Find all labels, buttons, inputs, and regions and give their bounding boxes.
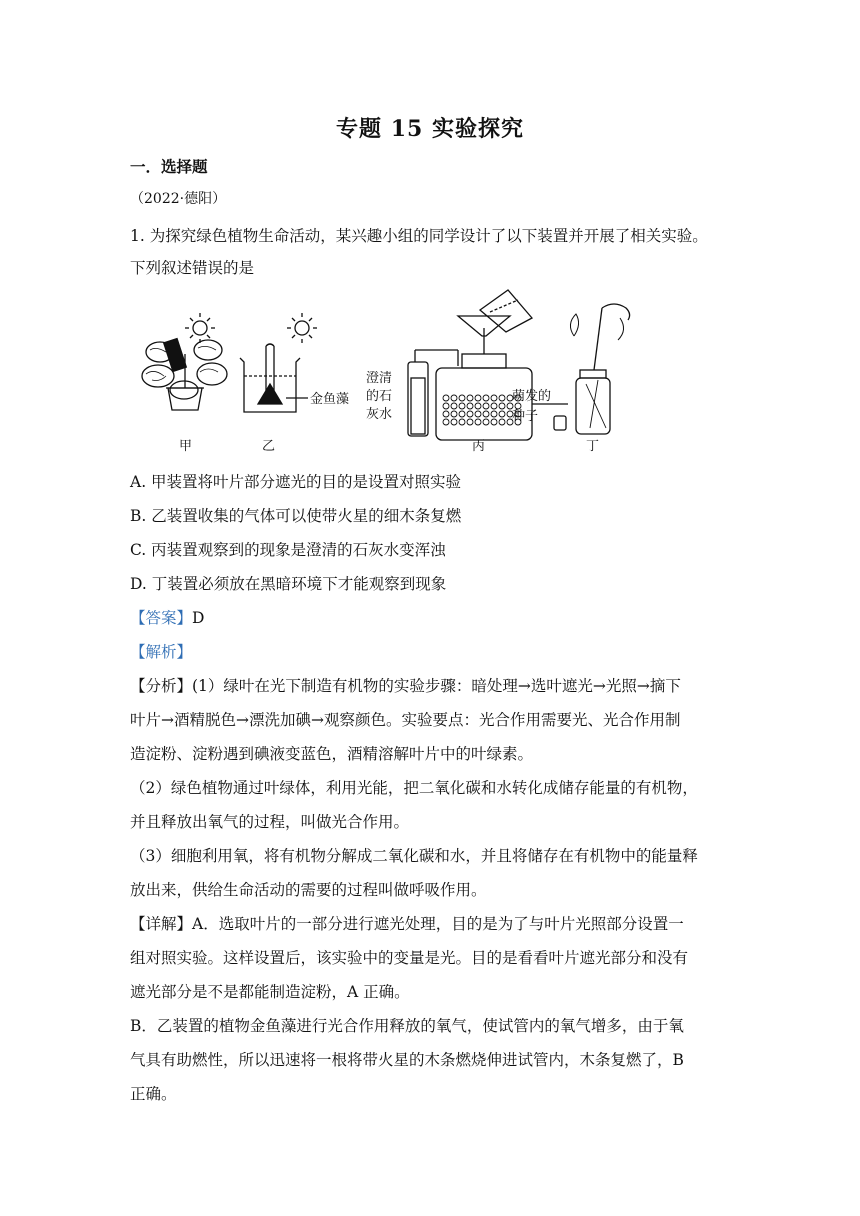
answer-line bbox=[130, 607, 760, 629]
answer-value: D bbox=[192, 609, 205, 627]
analysis-line-3: 造淀粉、淀粉遇到碘液变蓝色，酒精溶解叶片中的叶绿素。 bbox=[130, 745, 534, 763]
experiment-apparatus-drawing bbox=[128, 288, 648, 458]
analysis-line-9: 组对照实验。这样设置后，该实验中的变量是光。目的是看看叶片遮光部分和没有 bbox=[130, 949, 689, 967]
question-source: （2022·德阳） bbox=[130, 191, 227, 207]
seed-jar-apparatus-drawing bbox=[554, 304, 630, 434]
figure-label-limewater-2: 的石 bbox=[366, 389, 393, 404]
beaker-apparatus-drawing bbox=[240, 344, 308, 412]
option-d: D. 丁装置必须放在黑暗环境下才能观察到现象 bbox=[130, 575, 447, 593]
analysis-line-11: B．乙装置的植物金鱼藻进行光合作用释放的氧气，使试管内的氧气增多，由于氧 bbox=[130, 1017, 684, 1035]
analysis-line-13: 正确。 bbox=[130, 1085, 177, 1103]
question-stem-line-2: 下列叙述错误的是 bbox=[130, 259, 255, 277]
analysis-line-6: （3）细胞利用氧，将有机物分解成二氧化碳和水，并且将储存在有机物中的能量释 bbox=[130, 847, 698, 865]
figure-label-limewater-1: 澄清 bbox=[366, 371, 393, 386]
question-stem-line-1: 1. 为探究绿色植物生命活动，某兴趣小组的同学设计了以下装置并开展了相关实验。 bbox=[130, 227, 708, 245]
figure-label-jia: 甲 bbox=[179, 439, 193, 454]
figure-label-seeds-1: 萌发的 bbox=[512, 389, 552, 404]
section-heading: 一．选择题 bbox=[130, 157, 208, 176]
analysis-line-8: 【详解】A．选取叶片的一部分进行遮光处理，目的是为了与叶片光照部分设置一 bbox=[130, 915, 684, 933]
figure-label-yi: 乙 bbox=[262, 439, 276, 454]
potted-plant-drawing bbox=[142, 339, 227, 410]
sun-icon bbox=[287, 313, 317, 343]
page-title: 专题 15 实验探究 bbox=[336, 116, 524, 142]
analysis-line-1: 【分析】(1）绿叶在光下制造有机物的实验步骤：暗处理→选叶遮光→光照→摘下 bbox=[130, 677, 681, 695]
answer-tag: 【答案】 bbox=[130, 609, 193, 627]
analysis-line-12: 气具有助燃性，所以迅速将一根将带火星的木条燃烧伸进试管内，木条复燃了，B bbox=[130, 1051, 684, 1069]
option-b: B. 乙装置收集的气体可以使带火星的细木条复燃 bbox=[130, 507, 462, 525]
figure-label-goldfish-weed: 金鱼藻 bbox=[310, 392, 350, 407]
experiment-figure bbox=[128, 288, 648, 458]
figure-label-ding: 丁 bbox=[586, 439, 600, 454]
option-c: C. 丙装置观察到的现象是澄清的石灰水变浑浊 bbox=[130, 541, 446, 559]
analysis-line-10: 遮光部分是不是都能制造淀粉，A 正确。 bbox=[130, 983, 410, 1001]
figure-label-limewater-3: 灰水 bbox=[366, 407, 393, 422]
analysis-line-7: 放出来，供给生命活动的需要的过程叫做呼吸作用。 bbox=[130, 881, 487, 899]
figure-label-bing: 丙 bbox=[472, 439, 486, 454]
sun-icon bbox=[185, 313, 215, 343]
figure-label-seeds-2: 种子 bbox=[512, 409, 539, 424]
analysis-line-4: （2）绿色植物通过叶绿体，利用光能，把二氧化碳和水转化成储存能量的有机物， bbox=[130, 779, 698, 797]
analysis-line-5: 并且释放出氧气的过程，叫做光合作用。 bbox=[130, 813, 410, 831]
analysis-tag: 【解析】 bbox=[130, 643, 193, 661]
option-a: A. 甲装置将叶片部分遮光的目的是设置对照实验 bbox=[130, 473, 462, 491]
seed-layer bbox=[443, 395, 521, 425]
limewater-bottle-apparatus-drawing bbox=[408, 290, 568, 440]
analysis-line-2: 叶片→酒精脱色→漂洗加碘→观察颜色。实验要点：光合作用需要光、光合作用制 bbox=[130, 711, 681, 729]
